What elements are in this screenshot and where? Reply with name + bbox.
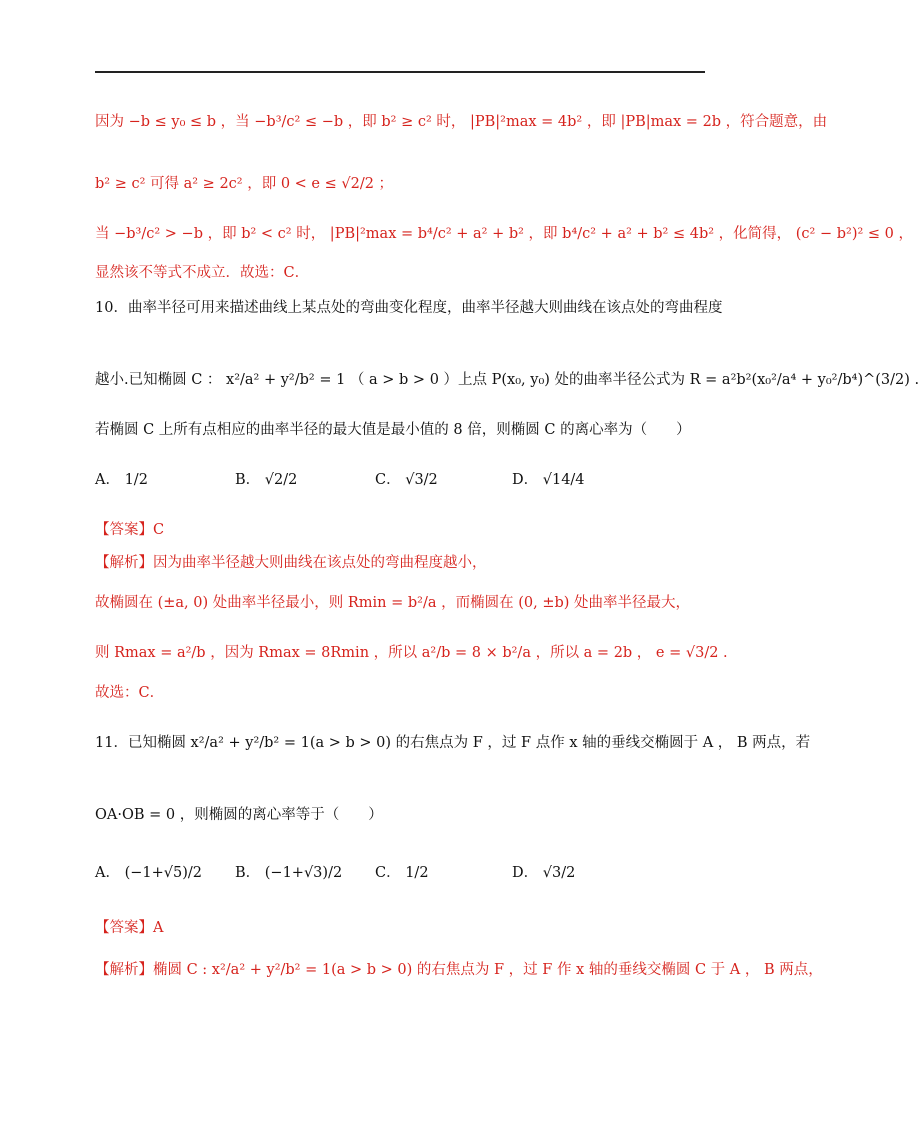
- question-10-line-1: 10．曲率半径可用来描述曲线上某点处的弯曲变化程度，曲率半径越大则曲线在该点处的弯曲程度: [95, 300, 723, 316]
- q10-option-d: D． √14/4: [512, 472, 585, 488]
- question-10-line-3: 若椭圆 C 上所有点相应的曲率半径的最大值是最小值的 8 倍，则椭圆 C 的离心率为（ ）: [95, 422, 691, 438]
- q10-option-c: C． √3/2: [375, 472, 438, 488]
- solution-line-1: 因为 −b ≤ y₀ ≤ b ，当 −b³/c² ≤ −b ，即 b² ≥ c² 时， |PB|²max = 4b² ，即 |PB|max = 2b ，符合题意，由: [95, 114, 828, 130]
- question-11-line-2: OA·OB = 0 ，则椭圆的离心率等于（ ）: [95, 807, 383, 823]
- analysis-10-line-4: 故选：C．: [95, 685, 165, 701]
- analysis-10-line-2: 故椭圆在 (±a, 0) 处曲率半径最小，则 Rmin = b²/a ，而椭圆在 (0, ±b) 处曲率半径最大，: [95, 595, 691, 611]
- analysis-10-line-3: 则 Rmax = a²/b ，因为 Rmax = 8Rmin ，所以 a²/b = 8 × b²/a ，所以 a = 2b ， e = √3/2 .: [95, 645, 728, 661]
- question-11-line-1: 11．已知椭圆 x²/a² + y²/b² = 1(a > b > 0) 的右焦点为 F ，过 F 点作 x 轴的垂线交椭圆于 A ， B 两点，若: [95, 735, 811, 751]
- solution-line-2: b² ≥ c² 可得 a² ≥ 2c² ，即 0 < e ≤ √2/2 ；: [95, 176, 394, 192]
- solution-line-3: 当 −b³/c² > −b ，即 b² < c² 时， |PB|²max = b⁴/c² + a² + b² ，即 b⁴/c² + a² + b² ≤ 4b² ，化简得， (c² − b²)² ≤ 0 ，: [95, 226, 913, 242]
- q11-option-b: B． (−1+√3)/2: [235, 865, 343, 881]
- answer-10: 【答案】C: [95, 522, 165, 538]
- q11-option-a: A． (−1+√5)/2: [95, 865, 202, 881]
- question-10-line-2: 越小.已知椭圆 C ： x²/a² + y²/b² = 1 （ a > b > 0 ）上点 P(x₀, y₀) 处的曲率半径公式为 R = a²b²(x₀²/a⁴ + y₀²/b⁴)^(3/2) .: [95, 372, 919, 388]
- analysis-10-line-1: 【解析】因为曲率半径越大则曲线在该点处的弯曲程度越小，: [95, 555, 487, 571]
- q10-option-a: A． 1/2: [95, 472, 148, 488]
- answer-11: 【答案】A: [95, 920, 164, 936]
- header-rule: [95, 71, 705, 73]
- q11-option-d: D． √3/2: [512, 865, 576, 881]
- analysis-11-line-1: 【解析】椭圆 C : x²/a² + y²/b² = 1(a > b > 0) 的右焦点为 F ，过 F 作 x 轴的垂线交椭圆 C 于 A ， B 两点，: [95, 962, 823, 978]
- q10-option-b: B． √2/2: [235, 472, 298, 488]
- q11-option-c: C． 1/2: [375, 865, 429, 881]
- solution-line-4: 显然该不等式不成立．故选：C．: [95, 265, 310, 281]
